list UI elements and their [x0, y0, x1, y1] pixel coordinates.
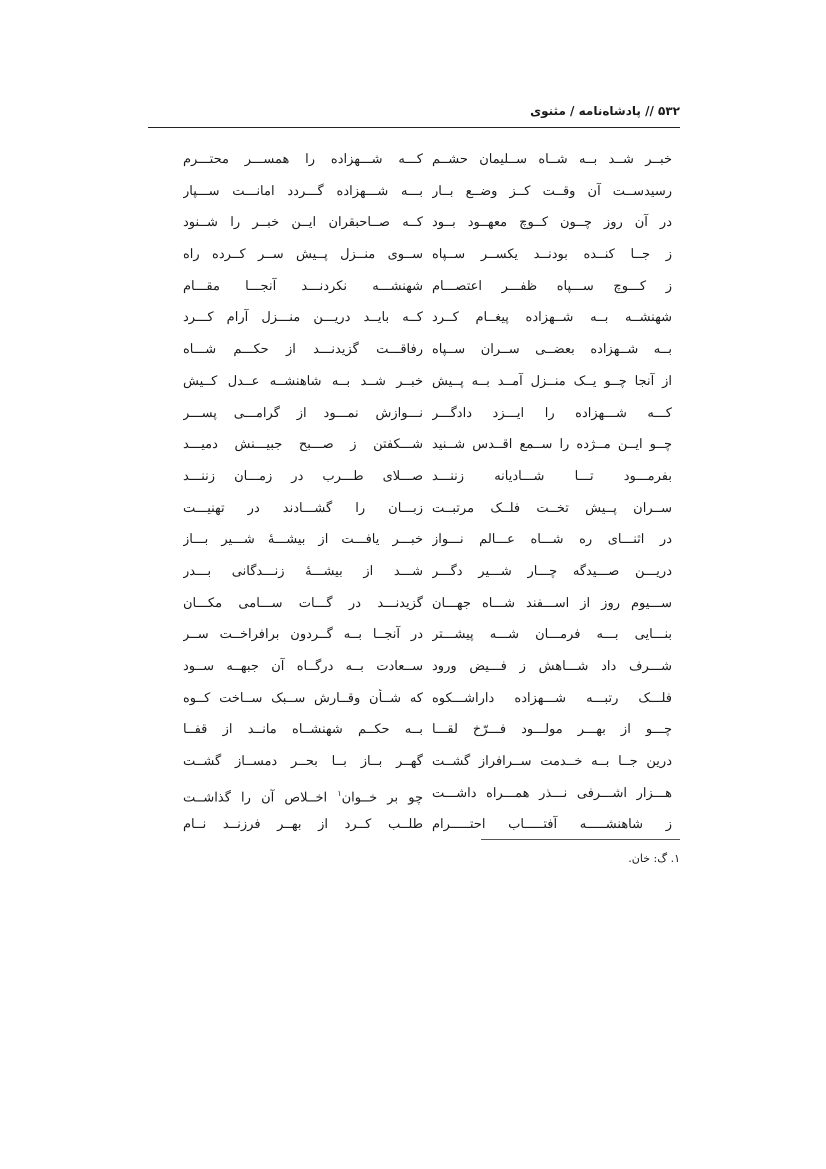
verse-line: زبـــان را گشـــادند در تهنیـــت: [183, 500, 423, 516]
left-column: [183, 150, 423, 847]
verse-line: رفاقـــت گزیدنـــد از حکـــم شـــاه: [183, 342, 423, 358]
verse-line: خبــر شــد بــه شاهنشــه عــدل کــیش: [183, 373, 423, 389]
verse-line: ســـیوم روز از اســـفند شـــاه جهـــان: [432, 595, 672, 611]
verse-line: فلـــک رتبـــه شـــهزاده داراشـــکوه: [432, 690, 672, 706]
verse-line: گزیدنـــد در گـــات ســـامی مکـــان: [183, 595, 423, 611]
verse-fragment: چو بر خــوان: [341, 790, 423, 806]
verse-line: بــه حکــم شهنشــاه مانــد از قفــا: [183, 722, 423, 738]
verse-line: از آنجا چــو یــک منــزل آمــد بــه پــیش: [432, 373, 672, 389]
verse-line: گهــر بــاز بــا بحــر دمســاز گشــت: [183, 754, 423, 770]
verse-line: بــه شــهزاده بعضــی ســران ســپاه: [432, 342, 672, 358]
verse-line: شهنشـــه نکردنـــد آنجـــا مقـــام: [183, 278, 423, 294]
verse-line: کــه بایــد دریـــن منـــزل آرام کـــرد: [183, 310, 423, 326]
verse-line: بنـــایی بـــه فرمـــان شـــه پیشـــتر: [432, 627, 672, 643]
footnote-rule: [481, 839, 680, 840]
verse-line: ســران پــیش تخــت فلــک مرتبــت: [432, 500, 672, 516]
verse-line: خبـــر یافـــت از بیشـــهٔ شـــیر بـــاز: [183, 532, 423, 548]
footnote-marker[interactable]: ۱: [337, 788, 342, 798]
verse-line: ز کـــوچ ســـپاه ظفـــر اعتصـــام: [432, 278, 672, 294]
verse-line: ز جــا کنــده بودنــد یکســر ســپاه: [432, 247, 672, 263]
verse-line: در اثنـــای ره شـــاه عـــالم نـــواز: [432, 532, 672, 548]
verse-line: شـــکفتن ز صـــبح جبیـــنش دمیـــد: [183, 437, 423, 453]
header-rule: [148, 127, 680, 128]
verse-line: بفرمـــود تـــا شـــادیانه زننـــد: [432, 468, 672, 484]
verse-line: هـــزار اشـــرفی نـــذر همـــراه داشـــت: [432, 785, 672, 801]
verse-line: که شــأن وقــارش ســبک ســاخت کــوه: [183, 690, 423, 706]
footnote: ۱. گ: خان.: [628, 852, 680, 865]
verse-line-with-footnote: [183, 784, 423, 816]
verse-line: کـــه شـــهزاده را ایـــزد دادگـــر: [432, 405, 672, 421]
verse-line: بـــه شـــهزاده گـــردد امانـــت ســـپار: [183, 183, 423, 199]
verse-line: در آن روز چــون کــوچ معهــود بــود: [432, 215, 672, 231]
verse-line: در آنجــا بــه گــردون برافراخــت ســر: [183, 627, 423, 643]
verse-line: شـــد از بیشـــهٔ زنـــدگانی بـــدر: [183, 563, 423, 579]
verse-line: کــه صــاحبقران ایــن خبــر را شــنود: [183, 215, 423, 231]
verse-line: ســعادت بــه درگــاه آن جبهــه ســود: [183, 659, 423, 674]
verse-line: نـــوازش نمـــود از گرامـــی پســـر: [183, 405, 423, 421]
verse-line: ســوی منــزل پــیش ســر کــرده راه: [183, 247, 423, 263]
verse-line: دریـــن صـــیدگه چـــار شـــیر دگـــر: [432, 563, 672, 579]
verse-line: چـــو از بهـــر مولـــود فـــرّخ لقـــا: [432, 722, 672, 738]
verse-fragment: اخــلاص آن را گذاشــت: [183, 790, 328, 806]
right-column: [432, 150, 672, 847]
verse-line: شهنشــه بــه شــهزاده پیغــام کــرد: [432, 310, 672, 326]
verse-line: شـــرف داد شـــاهش ز فـــیض ورود: [432, 659, 672, 674]
verse-line: ز شاهنشـــــه آفتـــــاب احتـــــرام: [432, 817, 672, 833]
verse-line: کـــه شـــهزاده را همســـر محتـــرم: [183, 152, 423, 167]
verse-line: صـــلای طـــرب در زمـــان زننـــد: [183, 468, 423, 484]
verse-line: طلــب کــرد از بهــر فرزنــد نــام: [183, 817, 423, 833]
running-head: ۵۳۲ // پادشاه‌نامه / مثنوی: [530, 104, 680, 118]
verse-line: چــو ایــن مــژده را ســمع اقــدس شــنید: [432, 437, 672, 453]
verse-line: خبــر شــد بــه شــاه ســلیمان حشــم: [432, 152, 672, 167]
verse-line: رسیدســت آن وقــت کــز وضــع بــار: [432, 183, 672, 199]
verse-line: درین جــا بــه خــدمت ســرافراز گشــت: [432, 754, 672, 770]
